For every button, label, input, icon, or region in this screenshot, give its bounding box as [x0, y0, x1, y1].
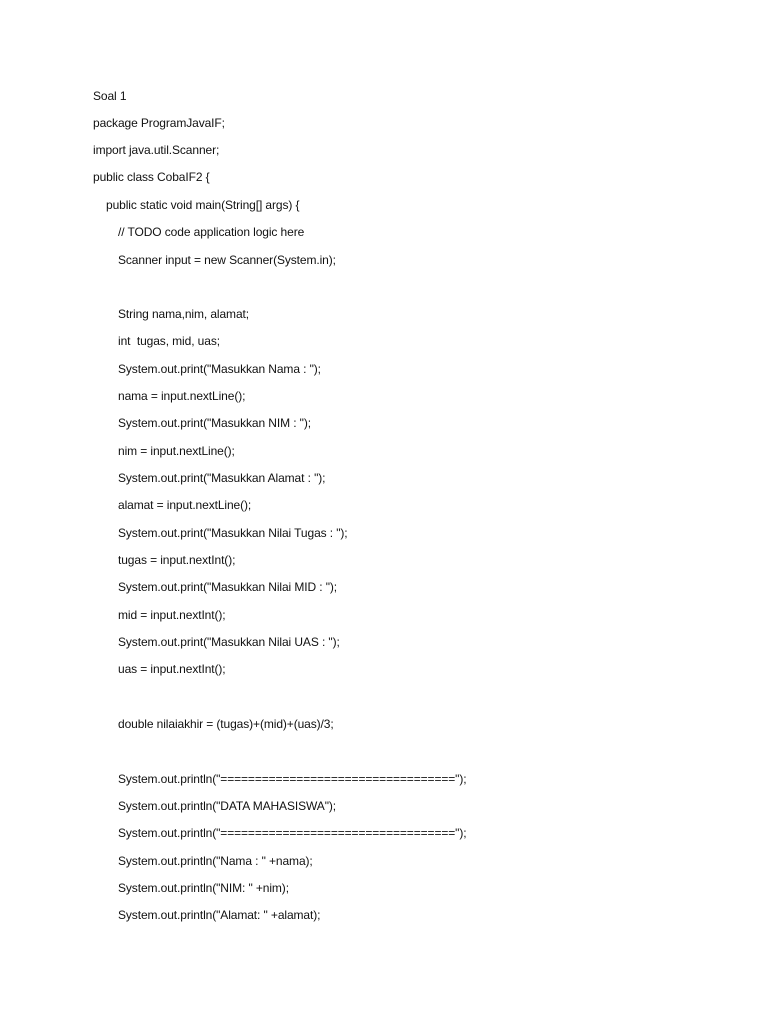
code-line: package ProgramJavaIF; — [93, 116, 225, 130]
code-line: System.out.println("=================================="); — [118, 772, 467, 786]
code-line: System.out.print("Masukkan Alamat : "); — [118, 471, 326, 485]
code-line: System.out.print("Masukkan Nama : "); — [118, 362, 321, 376]
code-line: Scanner input = new Scanner(System.in); — [118, 253, 336, 267]
code-line: mid = input.nextInt(); — [118, 608, 226, 622]
code-line: System.out.print("Masukkan Nilai MID : "); — [118, 580, 338, 594]
code-line: System.out.println("NIM: " +nim); — [118, 881, 289, 895]
code-line: System.out.print("Masukkan Nilai UAS : "); — [118, 635, 340, 649]
code-line: alamat = input.nextLine(); — [118, 498, 252, 512]
document-title: Soal 1 — [93, 89, 127, 103]
code-line: public static void main(String[] args) { — [106, 198, 300, 212]
code-line: System.out.println("=================================="); — [118, 826, 467, 840]
code-line: import java.util.Scanner; — [93, 143, 220, 157]
code-line: System.out.println("DATA MAHASISWA"); — [118, 799, 336, 813]
code-line: int tugas, mid, uas; — [118, 334, 220, 348]
code-line: System.out.println("Nama : " +nama); — [118, 854, 313, 868]
code-line: public class CobaIF2 { — [93, 170, 210, 184]
code-line: tugas = input.nextInt(); — [118, 553, 236, 567]
code-line: System.out.print("Masukkan NIM : "); — [118, 416, 311, 430]
code-line: nama = input.nextLine(); — [118, 389, 246, 403]
code-line: nim = input.nextLine(); — [118, 444, 235, 458]
code-line: System.out.print("Masukkan Nilai Tugas : "); — [118, 526, 348, 540]
code-line: uas = input.nextInt(); — [118, 662, 226, 676]
code-line: System.out.println("Alamat: " +alamat); — [118, 908, 321, 922]
code-line: String nama,nim, alamat; — [118, 307, 249, 321]
code-line: double nilaiakhir = (tugas)+(mid)+(uas)/3; — [118, 717, 334, 731]
code-line: // TODO code application logic here — [118, 225, 305, 239]
